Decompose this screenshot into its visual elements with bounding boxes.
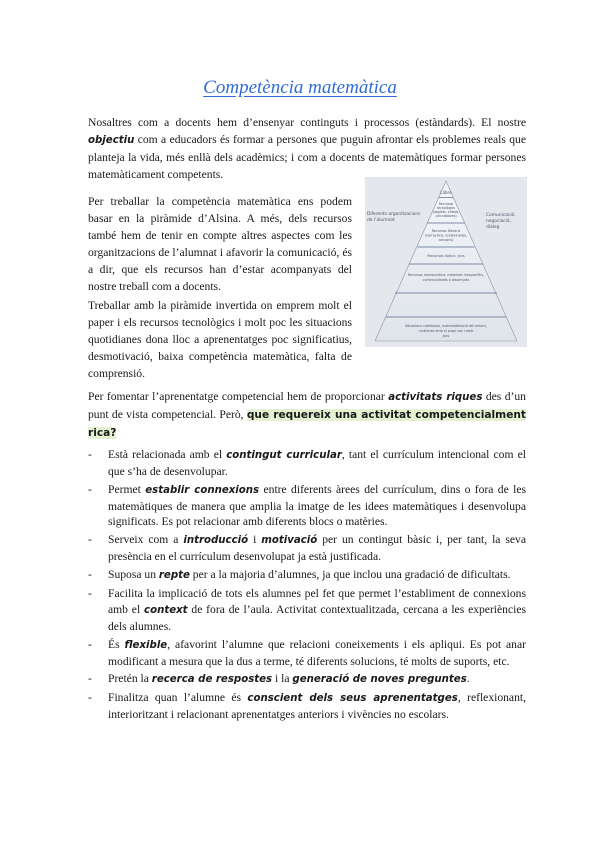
list-item xyxy=(88,567,526,584)
keyword: repte xyxy=(158,570,190,582)
bullet-dash: - xyxy=(88,637,92,651)
item-text: Facilita la implicació de tots els alumnes pel fet que permet l’establiment de connexions amb el xyxy=(108,587,526,616)
item-text: Està relacionada amb el xyxy=(108,448,227,461)
bullet-dash: - xyxy=(88,482,92,496)
para4-text-2: des d’un punt de vista competencial. Però, xyxy=(88,390,526,421)
level-2-line-1: Recursos xyxy=(438,202,454,206)
list-item xyxy=(88,482,526,530)
list-item xyxy=(88,586,526,634)
keyword: context xyxy=(144,604,188,616)
alsina-paragraph: Per treballar la competència matemàtica ens podem basar en la piràmide d’Alsina. A més, dels recursos també hem de tenir en compte altres aspectes com les organitzacions de l’alumnat i afavorir la comunicació, és a dir, que els recursos han d’estar acompanyats del nostre treball com a docents. xyxy=(88,195,352,293)
bullet-dash: - xyxy=(88,587,92,601)
pyramid-diagram xyxy=(365,177,527,347)
item-text: Pretén la xyxy=(108,672,152,686)
item-text: entre diferents àrees del currículum, dins o fora de les matemàtiques de manera que amplia la imatge de les idees matemàtiques i desenvolupa significats. Es pot relacionar amb diferents blocs o matèries. xyxy=(108,482,527,529)
bullet-dash: - xyxy=(88,691,92,705)
highlighted-question: que requereix una activitat competencialment rica? xyxy=(88,409,526,439)
list-item xyxy=(88,532,526,565)
level-6-line-1: Situacions cotidianes, matematització del entorn, xyxy=(405,324,487,328)
alsina-pyramid-figure xyxy=(365,177,527,347)
level-3-line-2: (narracions, endevinalles, xyxy=(424,233,468,238)
item-text: i la xyxy=(272,672,293,686)
left-label-line-1: Diferents organitzacions xyxy=(367,212,421,217)
bullet-dash: - xyxy=(88,448,92,461)
item-text: i xyxy=(248,533,262,547)
level-4-label: Recursos lúdics: jocs xyxy=(427,254,465,258)
page-title: Competència matemàtica xyxy=(203,77,397,98)
right-label-line-3: diàleg xyxy=(486,225,500,230)
keyword: introducció xyxy=(183,535,249,547)
keyword: motivació xyxy=(261,535,318,547)
list-item xyxy=(88,671,526,688)
list-item xyxy=(88,447,526,480)
list-item xyxy=(88,690,526,723)
competencial-paragraph xyxy=(88,388,526,442)
level-6-line-2: vivències amb el propi cos i amb xyxy=(418,329,474,333)
item-text: de fora de l’aula. Activitat contextualitzada, cercana a les experiències dels alumnes. xyxy=(108,602,527,633)
item-text: Serveix com a xyxy=(108,533,184,547)
item-text: per un contingut bàsic i, per tant, la seva presència en el currículum desenvolupat ja està justificada. xyxy=(108,533,527,564)
item-text: , afavorint l’alumne que relacioni coneixements i els apliqui. Es pot anar modificant a mesura que la dus a terme, té diferents solucions, té molts de suports, etc. xyxy=(108,637,526,668)
keyword: conscient dels seus aprenentatges xyxy=(247,693,458,705)
level-2-line-2: tecnològics xyxy=(436,206,456,210)
level-5-line-1: Recursos manipulatius: materials inespecífics, xyxy=(407,273,485,277)
level-3-line-1: Recursos literaris xyxy=(431,229,461,233)
keyword: flexible xyxy=(124,639,168,651)
item-text: , tant el currículum intencional com el que s’ha de desenvolupar. xyxy=(108,448,526,478)
keyword-activitats-riques: activitats riques xyxy=(388,392,483,403)
keyword: establir connexions xyxy=(145,484,260,496)
bullet-dash: - xyxy=(88,533,92,547)
para4-text-1: Per fomentar l’aprenentatge competencial hem de proporcionar xyxy=(88,390,389,403)
level-1-label: Llibre xyxy=(440,190,452,195)
level-6-line-3: jocs xyxy=(442,334,450,338)
right-label-line-1: Comunicació, xyxy=(486,213,516,218)
keyword-objectiu: objectiu xyxy=(88,135,135,146)
right-label-line-2: negociació, xyxy=(486,219,511,224)
bullet-dash: - xyxy=(88,672,92,686)
level-2-line-3: (applets, vídeos, xyxy=(432,210,460,214)
level-3-line-3: cançons) xyxy=(438,238,454,242)
intro-text-1: Nosaltres com a docents hem d’ensenyar continguts i processos (estàndards). El nostre xyxy=(88,116,526,129)
inverted-pyramid-paragraph: Treballar amb la piràmide invertida on emprem molt el paper i els recursos tecnològics i molt poc les situacions quotidianes dona lloc a aprenentatges poc significatius, desmotivació, baixa competència matemàtica, falta de comprensió. xyxy=(88,299,352,380)
item-text: Suposa un xyxy=(108,568,159,582)
keyword: recerca de respostes xyxy=(151,674,273,686)
level-5-line-2: comercialitzats o dissenyats xyxy=(422,278,470,282)
list-item xyxy=(88,637,526,670)
item-text: Permet xyxy=(108,482,146,496)
left-label-line-2: de l’alumnat xyxy=(367,218,395,223)
intro-paragraph xyxy=(88,114,526,183)
intro-text-2: com a educadors és formar a persones que puguin afrontar els problemes reals que planteja la vida, més enllà dels acadèmics; i com a docents de matemàtiques formar persones matemàticament competents. xyxy=(88,133,526,181)
item-text: Finalitza quan l’alumne és xyxy=(108,691,248,705)
keyword: contingut curricular xyxy=(226,450,342,461)
item-text: , reflexionant, interioritzant i relacionant aprenentatges anteriors i vivències no escolars. xyxy=(108,691,526,722)
item-text: . xyxy=(466,672,470,686)
bullet-dash: - xyxy=(88,568,92,582)
keyword: generació de noves preguntes xyxy=(292,674,467,686)
item-text: És xyxy=(108,637,125,651)
item-text: per a la majoria d’alumnes, ja que inclou una gradació de dificultats. xyxy=(189,568,511,582)
rich-activity-list xyxy=(88,447,526,725)
level-2-line-4: calculadores) xyxy=(435,214,457,218)
